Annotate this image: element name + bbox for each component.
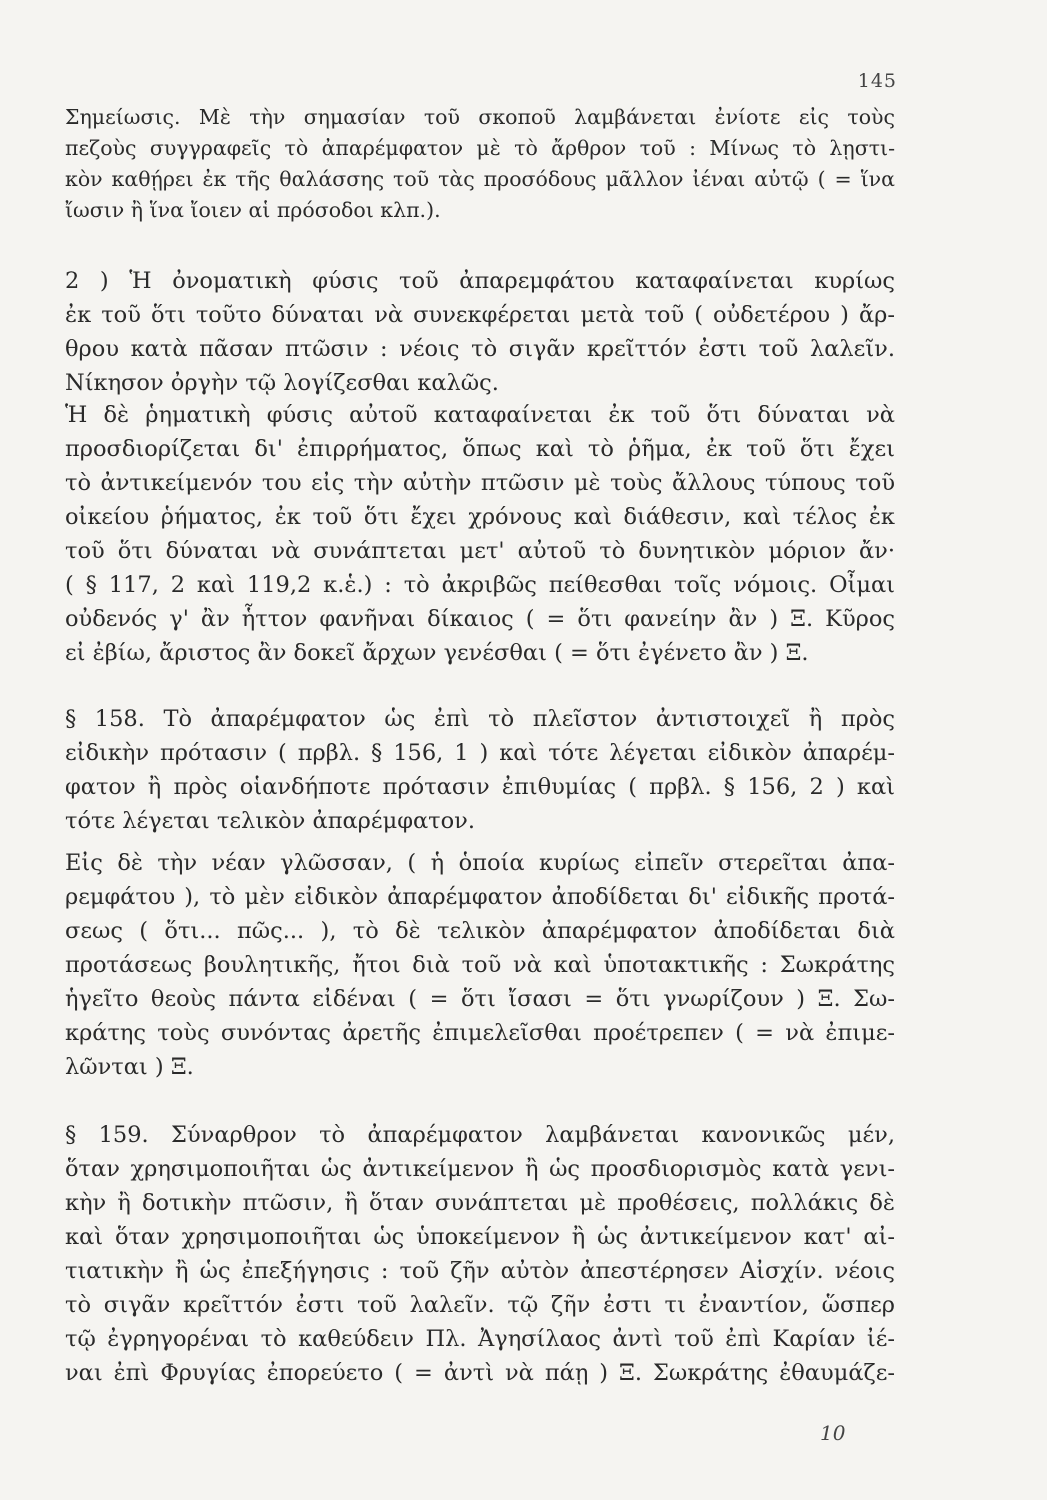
text-line: τὸ ἀντικείμενόν του εἰς τὴν αὐτὴν πτῶσιν μὲ τοὺς ἄλλους τύπους τοῦ	[65, 470, 895, 496]
text-line: § 158. Τὸ ἀπαρέμφατον ὡς ἐπὶ τὸ πλεῖστον ἀντιστοιχεῖ ἢ πρὸς	[65, 706, 895, 732]
text-line: ἡγεῖτο θεοὺς πάντα εἰδέναι ( = ὅτι ἴσασι = ὅτι γνωρίζουν ) Ξ. Σω-	[65, 986, 895, 1012]
text-line: τὸ σιγᾶν κρεῖττόν ἐστι τοῦ λαλεῖν. τῷ ζῆν ἐστι τι ἐναντίον, ὥσπερ	[65, 1292, 895, 1318]
text-line: τοῦ ὅτι δύναται νὰ συνάπτεται μετ' αὐτοῦ τὸ δυνητικὸν μόριον ἄν·	[65, 538, 895, 564]
note-block	[65, 102, 895, 226]
text-line: καὶ ὅταν χρησιμοποιῆται ὡς ὑποκείμενον ἢ ὡς ἀντικείμενον κατ' αἰ-	[65, 1224, 895, 1250]
paragraph-3	[65, 398, 895, 670]
paragraph-new-language	[65, 846, 895, 1084]
text-line: ρεμφάτου ), τὸ μὲν εἰδικὸν ἀπαρέμφατον ἀποδίδεται δι' εἰδικῆς προτά-	[65, 884, 895, 910]
section-159	[65, 1118, 895, 1390]
text-line: θρου κατὰ πᾶσαν πτῶσιν : νέοις τὸ σιγᾶν κρεῖττόν ἐστι τοῦ λαλεῖν.	[65, 336, 895, 362]
text-line: τότε λέγεται τελικὸν ἀπαρέμφατον.	[65, 808, 475, 834]
text-line: κράτης τοὺς συνόντας ἀρετῆς ἐπιμελεῖσθαι προέτρεπεν ( = νὰ ἐπιμε-	[65, 1020, 895, 1046]
text-line: ἴωσιν ἢ ἵνα ἴοιεν αἱ πρόσοδοι κλπ.).	[65, 198, 441, 222]
text-line: ἐκ τοῦ ὅτι τοῦτο δύναται νὰ συνεκφέρεται μετὰ τοῦ ( οὐδετέρου ) ἄρ-	[65, 302, 895, 328]
text-line: ( § 117, 2 καὶ 119,2 κ.ἑ.) : τὸ ἀκριβῶς πείθεσθαι τοῖς νόμοις. Οἶμαι	[65, 572, 895, 598]
section-158	[65, 702, 895, 838]
text-line: εἰδικὴν πρότασιν ( πρβλ. § 156, 1 ) καὶ τότε λέγεται εἰδικὸν ἀπαρέμ-	[65, 740, 895, 766]
text-line: τῷ ἐγρηγορέναι τὸ καθεύδειν Πλ. Ἀγησίλαος ἀντὶ τοῦ ἐπὶ Καρίαν ἰέ-	[65, 1326, 895, 1352]
signature-mark: 10	[820, 1421, 846, 1445]
text-line: φατον ἢ πρὸς οἱανδήποτε πρότασιν ἐπιθυμίας ( πρβλ. § 156, 2 ) καὶ	[65, 774, 895, 800]
text-line: ναι ἐπὶ Φρυγίας ἐπορεύετο ( = ἀντὶ νὰ πάῃ ) Ξ. Σωκράτης ἐθαυμάζε-	[65, 1360, 895, 1386]
text-line: κὴν ἢ δοτικὴν πτῶσιν, ἢ ὅταν συνάπτεται μὲ προθέσεις, πολλάκις δὲ	[65, 1190, 895, 1216]
text-line: Εἰς δὲ τὴν νέαν γλῶσσαν, ( ἡ ὁποία κυρίως εἰπεῖν στερεῖται ἀπα-	[65, 850, 895, 876]
page-number: 145	[857, 70, 897, 92]
text-line: σεως ( ὅτι... πῶς... ), τὸ δὲ τελικὸν ἀπαρέμφατον ἀποδίδεται διὰ	[65, 918, 895, 944]
text-line: Ἡ δὲ ῥηματικὴ φύσις αὐτοῦ καταφαίνεται ἐκ τοῦ ὅτι δύναται νὰ	[65, 402, 895, 428]
text-line: προτάσεως βουλητικῆς, ἤτοι διὰ τοῦ νὰ καὶ ὑποτακτικῆς : Σωκράτης	[65, 952, 895, 978]
text-line: τιατικὴν ἢ ὡς ἐπεξήγησις : τοῦ ζῆν αὐτὸν ἀπεστέρησεν Αἰσχίν. νέοις	[65, 1258, 895, 1284]
text-line: πεζοὺς συγγραφεῖς τὸ ἀπαρέμφατον μὲ τὸ ἄρθρον τοῦ : Μίνως τὸ λῃστι-	[65, 136, 895, 160]
text-line: οἰκείου ῥήματος, ἐκ τοῦ ὅτι ἔχει χρόνους καὶ διάθεσιν, καὶ τέλος ἐκ	[65, 504, 895, 530]
text-line: Σημείωσις. Μὲ τὴν σημασίαν τοῦ σκοποῦ λαμβάνεται ἐνίοτε εἰς τοὺς	[65, 105, 895, 129]
text-line: εἰ ἐβίω, ἄριστος ἂν δοκεῖ ἄρχων γενέσθαι ( = ὅτι ἐγένετο ἂν ) Ξ.	[65, 640, 809, 666]
text-line: κὸν καθῄρει ἐκ τῆς θαλάσσης τοῦ τὰς προσόδους μᾶλλον ἰέναι αὐτῷ ( = ἵνα	[65, 167, 895, 191]
text-line: προσδιορίζεται δι' ἐπιρρήματος, ὅπως καὶ τὸ ῥῆμα, ἐκ τοῦ ὅτι ἔχει	[65, 436, 895, 462]
text-line: λῶνται ) Ξ.	[65, 1054, 194, 1080]
text-line: 2 ) Ἡ ὀνοματικὴ φύσις τοῦ ἀπαρεμφάτου καταφαίνεται κυρίως	[65, 268, 895, 294]
text-line: Νίκησον ὀργὴν τῷ λογίζεσθαι καλῶς.	[65, 370, 499, 396]
text-line: § 159. Σύναρθρον τὸ ἀπαρέμφατον λαμβάνεται κανονικῶς μέν,	[65, 1122, 895, 1148]
text-line: ὅταν χρησιμοποιῆται ὡς ἀντικείμενον ἢ ὡς προσδιορισμὸς κατὰ γενι-	[65, 1156, 895, 1182]
text-line: οὐδενός γ' ἂν ἧττον φανῆναι δίκαιος ( = ὅτι φανείην ἂν ) Ξ. Κῦρος	[65, 606, 895, 632]
paragraph-2	[65, 264, 895, 400]
